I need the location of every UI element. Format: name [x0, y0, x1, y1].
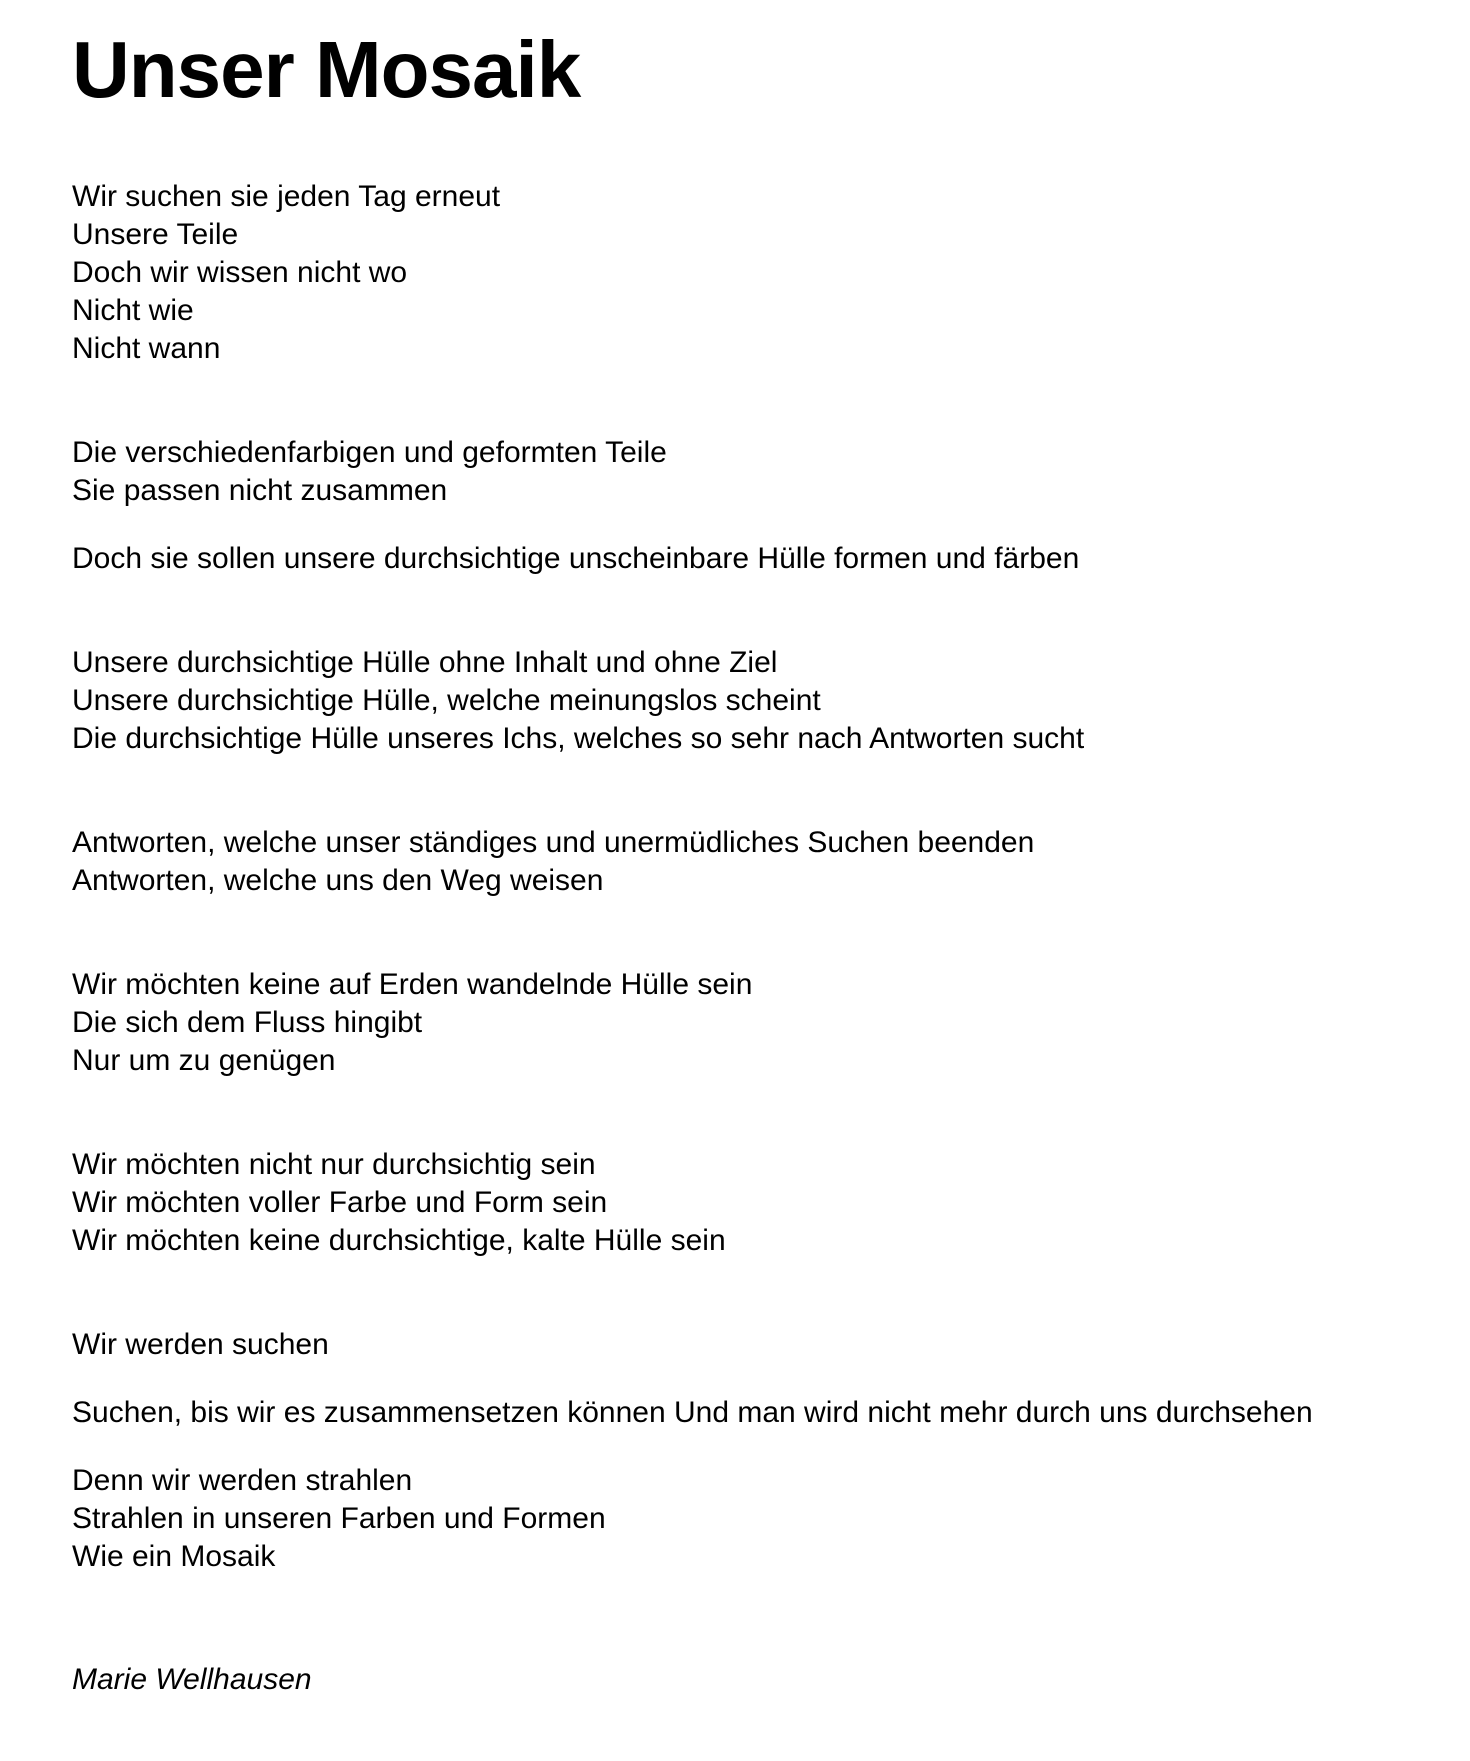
poem-line: Suchen, bis wir es zusammensetzen können Und man wird nicht mehr durch uns durchsehen — [72, 1396, 1313, 1429]
poem-line: Antworten, welche unser ständiges und unermüdliches Suchen beenden — [72, 826, 1035, 859]
stanza-2 — [72, 434, 1410, 510]
poem-line: Wir möchten keine auf Erden wandelnde Hülle sein — [72, 968, 753, 1001]
stanza-6 — [72, 966, 1410, 1080]
poem-line: Antworten, welche uns den Weg weisen — [72, 864, 604, 897]
stanza-5 — [72, 824, 1410, 900]
poem-line: Nicht wann — [72, 332, 221, 365]
poem-line: Strahlen in unseren Farben und Formen — [72, 1502, 606, 1535]
stanza-7 — [72, 1146, 1410, 1260]
stanza-4 — [72, 644, 1410, 758]
poem-line: Wir möchten nicht nur durchsichtig sein — [72, 1148, 596, 1181]
poem-document — [0, 25, 1470, 1699]
poem-line: Doch wir wissen nicht wo — [72, 256, 408, 289]
poem-line: Die durchsichtige Hülle unseres Ichs, welches so sehr nach Antworten sucht — [72, 722, 1085, 755]
poem-line: Sie passen nicht zusammen — [72, 474, 448, 507]
poem-line: Doch sie sollen unsere durchsichtige unscheinbare Hülle formen und färben — [72, 542, 1080, 575]
poem-line: Die verschiedenfarbigen und geformten Teile — [72, 436, 667, 469]
poem-line: Die sich dem Fluss hingibt — [72, 1006, 423, 1039]
poem-line: Wir möchten voller Farbe und Form sein — [72, 1186, 608, 1219]
page-title: Unser Mosaik — [72, 25, 581, 114]
poem-line: Wie ein Mosaik — [72, 1540, 276, 1573]
stanza-1 — [72, 178, 1410, 368]
poem-line: Wir möchten keine durchsichtige, kalte Hülle sein — [72, 1224, 726, 1257]
poem-line: Unsere durchsichtige Hülle ohne Inhalt und ohne Ziel — [72, 646, 778, 679]
poem-line: Denn wir werden strahlen — [72, 1464, 413, 1497]
poem-line: Nur um zu genügen — [72, 1044, 336, 1077]
stanza-3 — [72, 540, 1410, 578]
author-signature: Marie Wellhausen — [72, 1663, 312, 1696]
stanza-9 — [72, 1394, 1410, 1432]
poem-line: Unsere Teile — [72, 218, 239, 251]
poem-line: Unsere durchsichtige Hülle, welche meinungslos scheint — [72, 684, 821, 717]
stanza-10 — [72, 1462, 1410, 1576]
poem-line: Wir suchen sie jeden Tag erneut — [72, 180, 501, 213]
stanza-8 — [72, 1326, 1410, 1364]
poem-line: Nicht wie — [72, 294, 194, 327]
poem-line: Wir werden suchen — [72, 1328, 329, 1361]
